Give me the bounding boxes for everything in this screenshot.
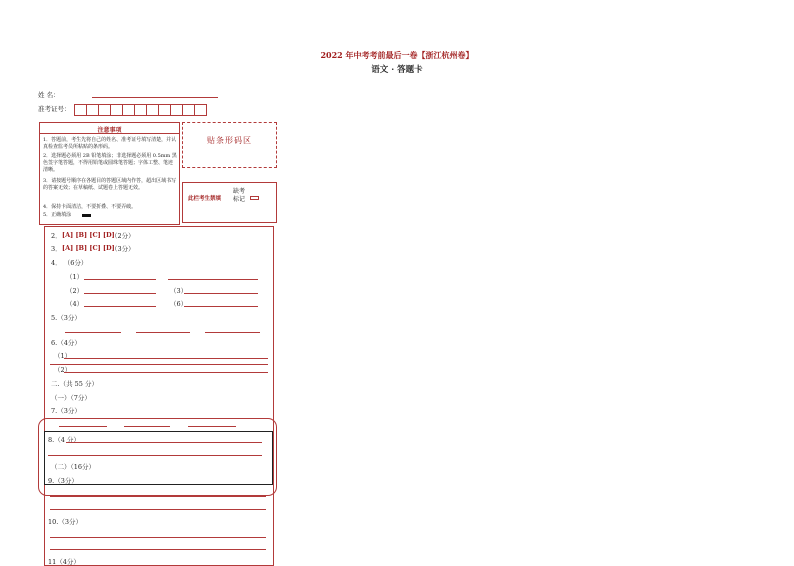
q4-sub-label: （6） (170, 300, 188, 308)
q5-label: 5.（3分） (51, 314, 81, 322)
q2-label: 2． (51, 232, 62, 240)
notice-box (39, 122, 180, 225)
answer-line[interactable] (168, 279, 258, 280)
answer-line[interactable] (50, 496, 266, 497)
name-label: 姓 名： (38, 91, 60, 99)
page-subtitle: 语文 · 答题卡 (371, 65, 423, 75)
student-id-label: 准考证号： (38, 105, 71, 113)
answer-line[interactable] (184, 293, 258, 294)
answer-line[interactable] (84, 279, 156, 280)
absent-mark-label: 此栏考生禁填 (188, 196, 222, 202)
name-field[interactable] (92, 97, 218, 98)
q8-label: 8.（4 分） (48, 436, 80, 444)
q2-options[interactable]: [A] [B] [C] [D] (62, 231, 115, 239)
answer-line[interactable] (50, 549, 266, 550)
answer-line[interactable] (205, 332, 260, 333)
section-2-2-title: （二）（16分） (51, 463, 96, 471)
page-title: 2022 年中考考前最后一卷【浙江杭州卷】 (320, 50, 474, 60)
q11-label: 11（4分） (48, 558, 80, 566)
absent-mark-text: 缺考 (233, 188, 246, 195)
section-2-1-title: （一）（7分） (51, 394, 91, 402)
barcode-area (182, 122, 277, 168)
filled-bubble-sample (82, 214, 91, 217)
answer-line[interactable] (136, 332, 190, 333)
notice-item: 5．正确填涂 (43, 212, 72, 218)
absent-mark-checkbox[interactable] (250, 196, 259, 200)
q6-sub-label: （2） (54, 366, 72, 374)
absent-mark-box (182, 182, 277, 223)
q9-label: 9.（3分） (48, 477, 78, 485)
student-id-cells[interactable] (74, 104, 206, 116)
q2-score: （2分） (111, 232, 135, 240)
notice-item: 3．请按题号顺序在各题目的答题区域内作答，超出区域书写的答案无效；在草稿纸、试题卷上答题无效。 (43, 178, 177, 191)
answer-line[interactable] (50, 537, 266, 538)
barcode-area-label: 贴条形码区 (207, 136, 252, 145)
q4-sub-label: （4） (66, 300, 84, 308)
notice-item: 1．答题前，考生先将自己的姓名、准考证号填写清楚，并认真检查监考员所粘贴的条形码。 (43, 137, 177, 150)
q3-label: 3． (51, 245, 62, 253)
q4-label: 4． （6分） (51, 259, 88, 267)
q10-label: 10.（3分） (48, 518, 82, 526)
answer-line[interactable] (48, 455, 262, 456)
notice-item: 2．选择题必须用 2B 铅笔填涂；非选择题必须用 0.5mm 黑色签字笔答题，不得用铅笔或圆珠笔答题；字体工整、笔迹清晰。 (43, 153, 177, 173)
answer-line[interactable] (64, 372, 268, 373)
answer-line[interactable] (50, 364, 268, 365)
answer-line[interactable] (64, 358, 268, 359)
q4-sub-label: （1） (66, 273, 84, 281)
notice-title: 注意事项 (97, 127, 122, 134)
answer-line[interactable] (84, 306, 156, 307)
answer-line[interactable] (184, 306, 258, 307)
q6-label: 6.（4分） (51, 339, 81, 347)
answer-line[interactable] (124, 226, 210, 227)
answer-line[interactable] (84, 293, 156, 294)
q3-options[interactable]: [A] [B] [C] [D] (62, 244, 115, 252)
answer-line[interactable] (50, 509, 266, 510)
absent-mark-text2: 标记 (233, 196, 246, 203)
notice-item: 4．保持卡面清洁，不要折叠、不要弄破。 (43, 204, 137, 210)
q6-sub-label: （1） (54, 352, 72, 360)
q4-sub-label: （3） (170, 287, 188, 295)
answer-line[interactable] (66, 442, 262, 443)
q7-label: 7.（3分） (51, 407, 81, 415)
answer-line[interactable] (65, 332, 121, 333)
section-2-title: 二.（共 55 分） (51, 380, 98, 388)
q4-sub-label: （2） (66, 287, 84, 295)
q3-score: （3分） (111, 245, 135, 253)
